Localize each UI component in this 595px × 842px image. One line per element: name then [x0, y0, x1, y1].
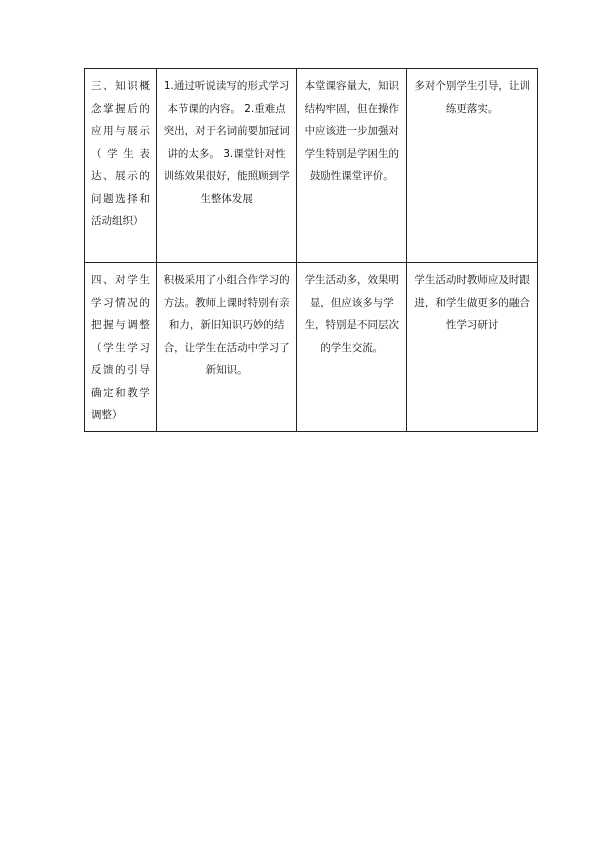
suggestions-cell	[407, 69, 538, 263]
table-row	[85, 263, 538, 432]
strengths-cell	[156, 263, 296, 432]
strengths-text: 1.通过听说读写的形式学习本节课的内容。 2.重难点突出，对于名词前要加冠词讲的太多。 3.课堂针对性训练效果很好，能照顾到学生整体发展	[163, 80, 290, 205]
evaluation-table	[84, 68, 538, 432]
aspect-text: 三、知识概念掌握后的应用与展示（学生表达、展示的问题选择和活动组织）	[91, 80, 150, 227]
problems-text: 本堂课容量大，知识结构牢固，但在操作中应该进一步加强对学生特别是学困生的鼓励性课堂评价。	[304, 80, 400, 182]
problems-cell	[297, 69, 407, 263]
suggestions-text: 学生活动时教师应及时跟进，和学生做更多的融合性学习研讨	[414, 274, 530, 331]
table-row	[85, 69, 538, 263]
problems-cell	[297, 263, 407, 432]
suggestions-cell	[407, 263, 538, 432]
suggestions-text: 多对个别学生引导，让训练更落实。	[414, 80, 530, 115]
strengths-cell	[156, 69, 296, 263]
problems-text: 学生活动多，效果明显，但应该多与学生，特别是不同层次的学生交流。	[304, 274, 400, 354]
aspect-cell	[85, 263, 157, 432]
aspect-cell	[85, 69, 157, 263]
strengths-text: 积极采用了小组合作学习的方法。教师上课时特别有亲和力，新旧知识巧妙的结合，让学生在活动中学习了新知识。	[163, 274, 290, 376]
aspect-text: 四、对学生学习情况的把握与调整（学生学习反馈的引导确定和教学调整）	[91, 274, 150, 421]
